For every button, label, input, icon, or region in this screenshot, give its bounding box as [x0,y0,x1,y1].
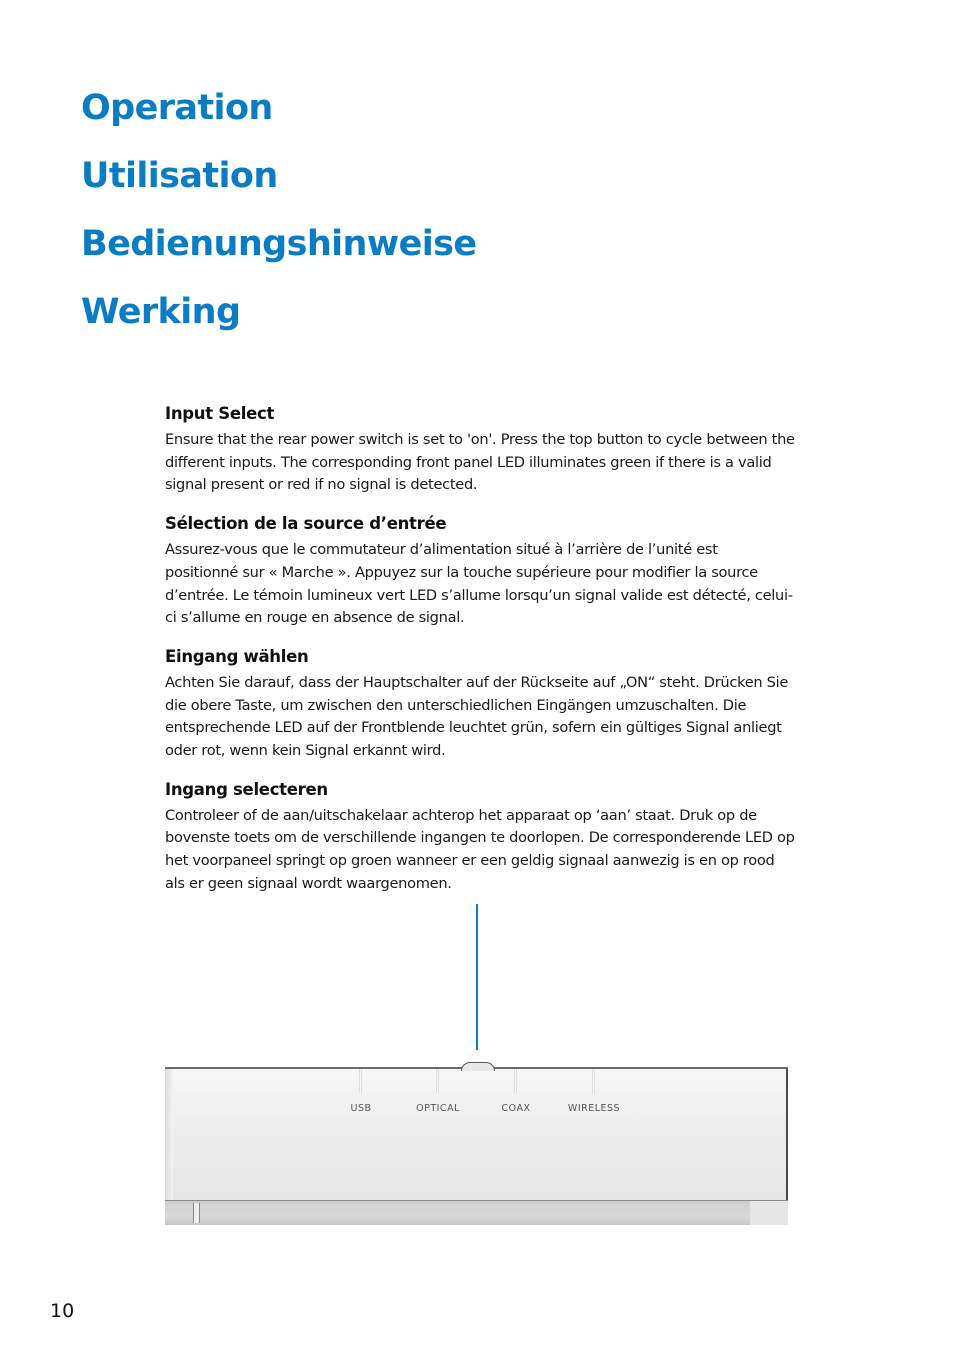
section-english [165,402,795,497]
device-face-edge [165,1069,173,1200]
section-title: Sélection de la source d’entrée [165,514,447,534]
callout-pointer-line [476,904,478,1050]
section-body: Assurez-vous que le commutateur d’alimentation situé à l’arrière de l’unité est positionné sur « Marche ». Appuyez sur la touche supérieure pour modifier la source d’entrée. Le témoin lumineux vert LED s’allume lorsqu’un signal valide est détecté, celui-ci s’allume en rouge en absence de signal. [165,541,793,627]
section-body: Controleer of de aan/uitschakelaar achterop het apparaat op ‘aan’ staat. Druk op de bovenste toets om de verschillende ingangen te doorlopen. De corresponderende LED op het voorpaneel springt op groen wanneer er een geldig signaal aanwezig is en op rood als er geen signaal wordt waargenomen. [165,806,795,892]
device-face [165,1069,788,1200]
page-number: 10 [50,1300,75,1322]
led-coax [514,1069,517,1093]
heading-german: Bedienungshinweise [81,224,477,264]
instructions [165,402,795,911]
device-base [165,1200,788,1225]
device-front-panel-illustration [165,1062,788,1224]
section-title: Eingang wählen [165,646,309,666]
device-base-end [750,1201,788,1225]
input-select-button [461,1062,495,1071]
led-label-usb: USB [350,1103,372,1114]
led-usb [359,1069,362,1093]
section-body: Ensure that the rear power switch is set to 'on'. Press the top button to cycle between the different inputs. The corresponding front panel LED illuminates green if there is a valid signal present or red if no signal is detected. [165,431,795,494]
section-german [165,645,795,763]
heading-dutch: Werking [81,292,241,332]
section-body: Achten Sie darauf, dass der Hauptschalter auf der Rückseite auf „ON“ steht. Drücken Sie die obere Taste, um zwischen den unterschiedlichen Eingängen umzuschalten. Die entsprechende LED auf der Frontblende leuchtet grün, sofern ein gültiges Signal anliegt oder rot, wenn kein Signal erkannt wird. [165,673,789,760]
heading-english: Operation [81,88,273,128]
section-title: Ingang selecteren [165,779,328,799]
led-label-wireless: WIRELESS [567,1103,621,1114]
led-label-coax: COAX [501,1103,531,1114]
led-label-optical: OPTICAL [416,1103,460,1114]
section-title: Input Select [165,404,275,423]
section-dutch [165,778,795,896]
led-wireless [592,1069,595,1093]
device-base-notch [193,1203,200,1223]
led-optical [436,1069,439,1093]
heading-french: Utilisation [81,156,278,196]
page-headings [81,74,477,346]
section-french [165,512,795,630]
